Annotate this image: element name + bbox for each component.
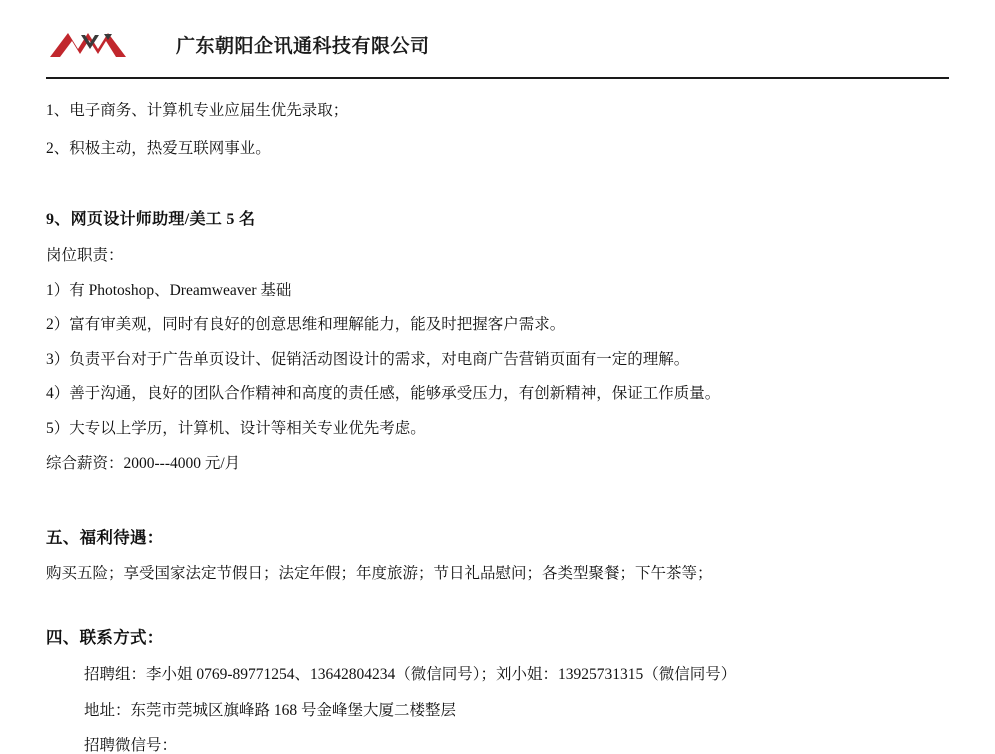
requirement-line-2: 2、积极主动，热爱互联网事业。: [46, 139, 271, 157]
contact-wechat: 招聘微信号：: [84, 737, 178, 754]
welfare-text: 购买五险；享受国家法定节假日；法定年假；年度旅游；节日礼品慰问；各类型聚餐；下午茶等；: [46, 565, 713, 582]
job-duty-label: 岗位职责：: [46, 247, 124, 264]
job-duty-4: 4）善于沟通，良好的团队合作精神和高度的责任感，能够承受压力，有创新精神，保证工作质量。: [46, 385, 721, 402]
welfare-heading: 五、福利待遇：: [46, 527, 164, 547]
document-header: [46, 0, 949, 72]
job-duty-2: 2）富有审美观，同时有良好的创意思维和理解能力，能及时把握客户需求。: [46, 316, 566, 333]
job-title: 9、网页设计师助理/美工 5 名: [46, 211, 256, 228]
contact-address: 地址：东莞市莞城区旗峰路 168 号金峰堡大厦二楼整层: [84, 701, 457, 719]
contact-recruiter: 招聘组：李小姐 0769-89771254、13642804234（微信同号）；刘小姐：13925731315（微信同号）: [84, 666, 737, 683]
job-duty-3: 3）负责平台对于广告单页设计、促销活动图设计的需求，对电商广告营销页面有一定的理解。: [46, 350, 690, 368]
requirement-line-1: 1、电子商务、计算机专业应届生优先录取；: [46, 102, 349, 119]
contact-heading: 四、联系方式：: [46, 627, 164, 647]
job-duty-5: 5）大专以上学历，计算机、设计等相关专业优先考虑。: [46, 419, 426, 437]
job-salary: 综合薪资：2000---4000 元/月: [46, 455, 241, 472]
job-duty-1: 1）有 Photoshop、Dreamweaver 基础: [46, 281, 292, 299]
document-content: [46, 79, 949, 754]
company-name: 广东朝阳企讯通科技有限公司: [176, 34, 430, 57]
company-logo-icon: [48, 27, 130, 61]
